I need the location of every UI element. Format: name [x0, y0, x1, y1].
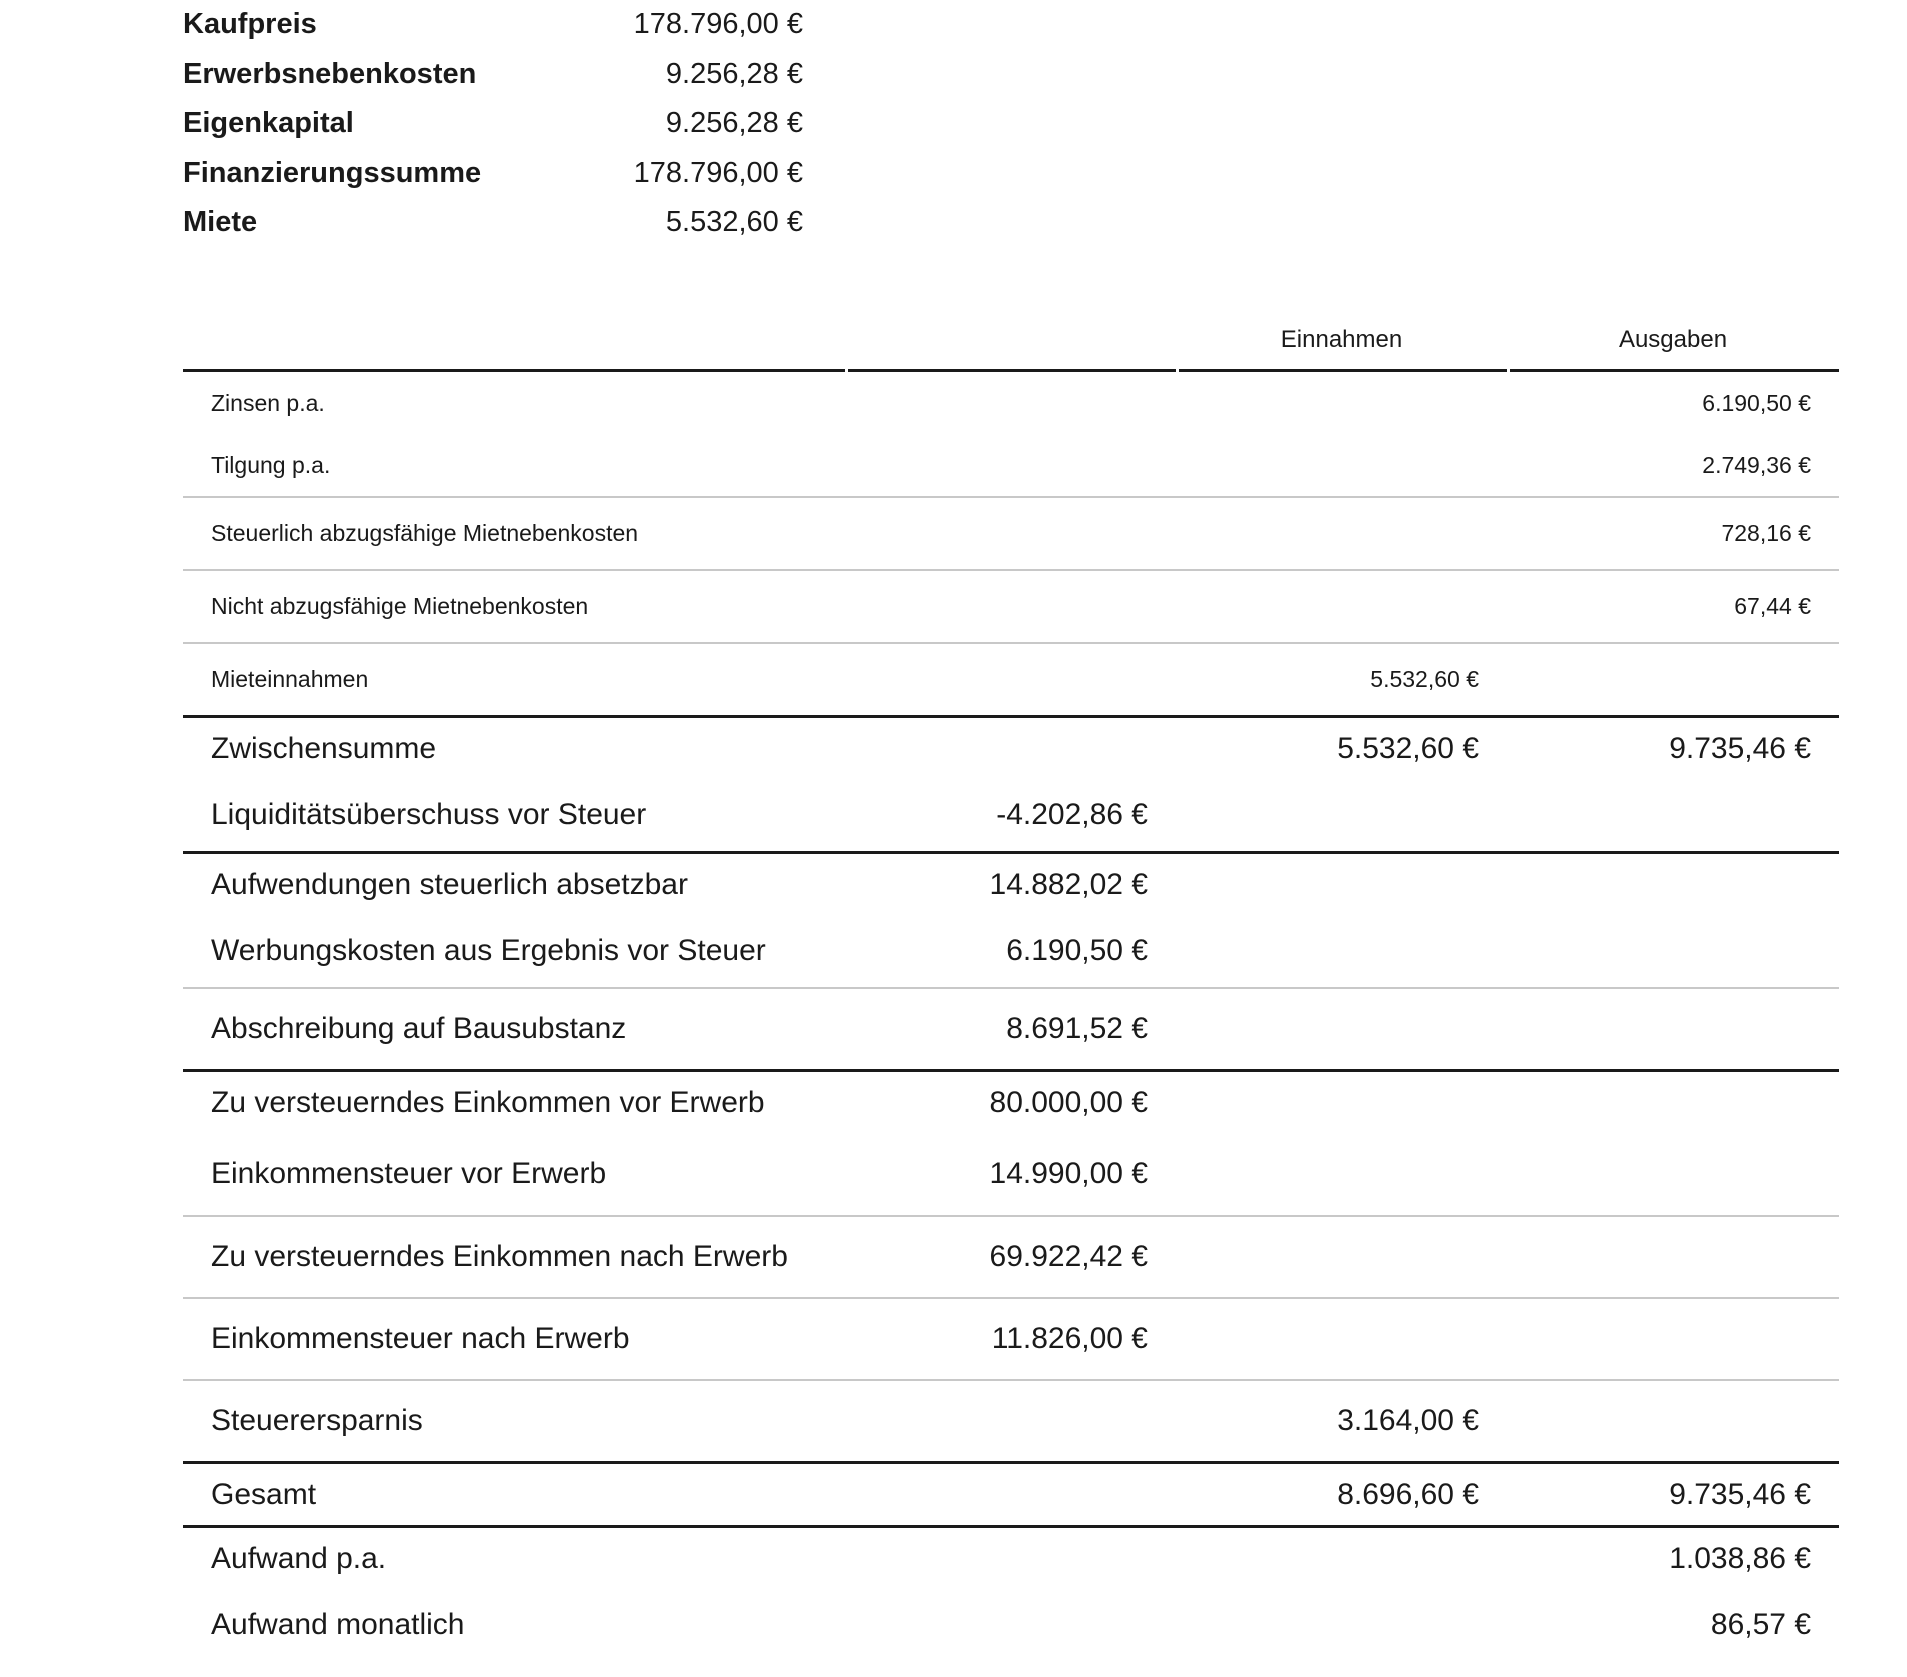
header-einnahmen: Einnahmen: [1280, 325, 1403, 353]
row-label: Tilgung p.a.: [211, 451, 331, 478]
row-label: Nicht abzugsfähige Mietnebenkosten: [211, 593, 589, 619]
row-einnahmen: 3.164,00 €: [1337, 1404, 1479, 1437]
row-label: Werbungskosten aus Ergebnis vor Steuer: [211, 934, 766, 967]
cashflow-table: [183, 310, 1839, 1661]
row-label: Aufwand p.a.: [211, 1541, 387, 1575]
row-label: Zu versteuerndes Einkommen vor Erwerb: [211, 1085, 765, 1119]
row-label: Steuerersparnis: [211, 1404, 423, 1437]
table-row-zinsen: [183, 372, 1839, 434]
summary-row-kaufpreis: [183, 0, 803, 50]
row-einnahmen: 5.532,60 €: [1337, 731, 1479, 765]
row-ausgaben: 2.749,36 €: [1702, 451, 1811, 478]
row-ausgaben: 86,57 €: [1710, 1608, 1811, 1641]
table-row-nicht-abzugsfaehig: [183, 569, 1839, 642]
summary-value: 9.256,28 €: [665, 107, 803, 140]
summary-row-miete: [183, 198, 803, 248]
table-row-zve-vor: [183, 1069, 1839, 1133]
summary-value: 178.796,00 €: [633, 8, 803, 41]
table-row-aufwand-pa: [183, 1525, 1839, 1589]
row-value: 69.922,42 €: [989, 1240, 1148, 1273]
table-row-tilgung: [183, 434, 1839, 496]
table-row-zve-nach: [183, 1215, 1839, 1297]
table-header: [183, 310, 1839, 372]
row-einnahmen: 5.532,60 €: [1370, 666, 1479, 692]
row-ausgaben: 67,44 €: [1734, 593, 1811, 619]
row-value: 80.000,00 €: [989, 1085, 1148, 1119]
header-ausgaben: Ausgaben: [1618, 325, 1728, 353]
summary-block: [183, 0, 803, 248]
row-label: Zwischensumme: [211, 731, 437, 765]
row-ausgaben: 9.735,46 €: [1669, 731, 1811, 765]
summary-label: Kaufpreis: [183, 8, 317, 41]
table-row-zwischensumme: [183, 715, 1839, 779]
row-label: Aufwand monatlich: [211, 1608, 465, 1641]
row-label: Abschreibung auf Bausubstanz: [211, 1012, 627, 1045]
row-ausgaben: 6.190,50 €: [1702, 389, 1811, 416]
header-empty-value: [845, 310, 1176, 369]
summary-row-erwerbsnebenkosten: [183, 50, 803, 100]
summary-label: Finanzierungssumme: [183, 156, 482, 189]
row-label: Zu versteuerndes Einkommen nach Erwerb: [211, 1240, 788, 1273]
row-value: 14.882,02 €: [989, 867, 1148, 901]
row-label: Zinsen p.a.: [211, 389, 325, 416]
row-label: Steuerlich abzugsfähige Mietnebenkosten: [211, 520, 639, 546]
table-row-steuerersparnis: [183, 1379, 1839, 1461]
row-value: -4.202,86 €: [996, 798, 1148, 831]
row-label: Einkommensteuer nach Erwerb: [211, 1322, 630, 1355]
row-value: 8.691,52 €: [1006, 1012, 1148, 1045]
row-value: 14.990,00 €: [989, 1157, 1148, 1190]
row-value: 6.190,50 €: [1006, 934, 1148, 967]
row-ausgaben: 728,16 €: [1721, 520, 1811, 546]
row-label: Liquiditätsüberschuss vor Steuer: [211, 798, 647, 831]
header-divider-gap: [845, 369, 848, 372]
summary-value: 9.256,28 €: [665, 57, 803, 90]
summary-value: 178.796,00 €: [633, 156, 803, 189]
summary-row-finanzierungssumme: [183, 149, 803, 199]
summary-label: Eigenkapital: [183, 107, 354, 140]
table-row-est-vor: [183, 1133, 1839, 1215]
table-row-liquiditaet: [183, 779, 1839, 851]
table-row-abschreibung: [183, 987, 1839, 1069]
table-row-mieteinnahmen: [183, 642, 1839, 715]
summary-row-eigenkapital: [183, 99, 803, 149]
table-row-werbungskosten: [183, 915, 1839, 987]
header-divider-gap: [1507, 369, 1510, 372]
table-row-aufwand-monatlich: [183, 1589, 1839, 1661]
row-ausgaben: 1.038,86 €: [1669, 1541, 1811, 1575]
row-label: Mieteinnahmen: [211, 666, 369, 692]
table-row-steuerlich-nebenkosten: [183, 496, 1839, 569]
row-value: 11.826,00 €: [991, 1322, 1148, 1355]
table-row-gesamt: [183, 1461, 1839, 1525]
row-einnahmen: 8.696,60 €: [1337, 1477, 1479, 1511]
table-row-est-nach: [183, 1297, 1839, 1379]
table-row-aufwendungen: [183, 851, 1839, 915]
row-label: Gesamt: [211, 1477, 317, 1511]
summary-label: Erwerbsnebenkosten: [183, 57, 477, 90]
header-empty-label: [183, 310, 845, 369]
row-ausgaben: 9.735,46 €: [1669, 1477, 1811, 1511]
row-label: Einkommensteuer vor Erwerb: [211, 1157, 607, 1190]
header-divider-gap: [1176, 369, 1179, 372]
summary-label: Miete: [183, 206, 258, 239]
row-label: Aufwendungen steuerlich absetzbar: [211, 867, 688, 901]
summary-value: 5.532,60 €: [665, 206, 803, 239]
